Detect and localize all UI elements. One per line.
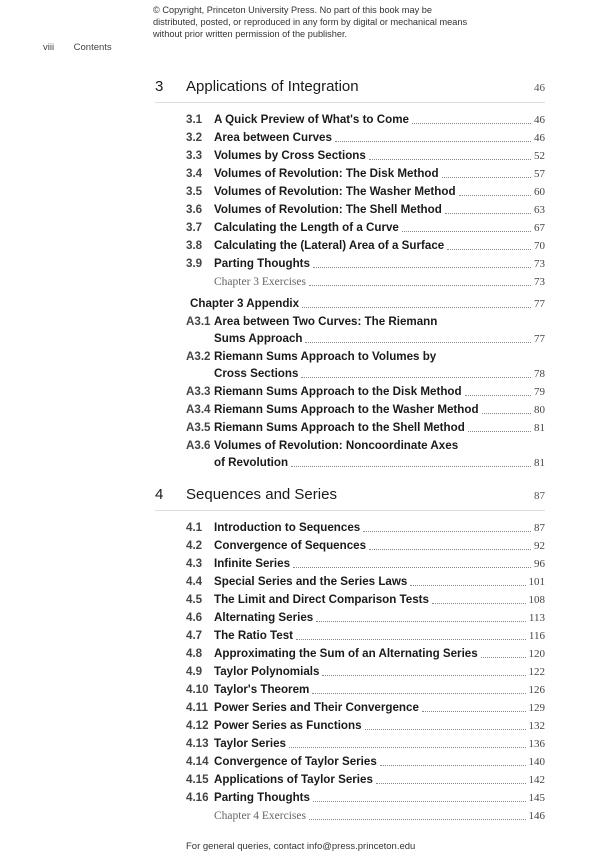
- entry-body: [214, 789, 545, 807]
- entry-body: [214, 111, 545, 129]
- entry-line: [214, 717, 545, 735]
- entry-page: 96: [534, 558, 545, 570]
- entry-title[interactable]: Introduction to Sequences: [214, 521, 361, 534]
- dot-leader: [313, 801, 526, 802]
- toc-entry[interactable]: [155, 348, 545, 383]
- dot-leader: [316, 621, 526, 622]
- entry-title-line1[interactable]: Volumes of Revolution: Noncoordinate Axes: [214, 439, 459, 452]
- entry-line: [214, 555, 545, 573]
- section-number: 3.5: [186, 185, 203, 198]
- toc-entry[interactable]: [155, 699, 545, 717]
- entry-page: 126: [528, 684, 545, 696]
- entry-page: 77: [534, 298, 545, 310]
- entry-body: [214, 383, 545, 401]
- section-number: 3.3: [186, 149, 203, 162]
- entry-line: [214, 111, 545, 129]
- entry-page: 57: [534, 168, 545, 180]
- entry-title[interactable]: Taylor's Theorem: [214, 683, 310, 696]
- entry-line: [190, 295, 545, 313]
- dot-leader: [313, 267, 531, 268]
- toc-exercises-entry[interactable]: [155, 807, 545, 825]
- entry-last-line: [214, 330, 545, 348]
- section-number: 4.16: [186, 791, 209, 804]
- chapter-page: 46: [534, 82, 545, 94]
- copyright-notice: © Copyright, Princeton University Press. No part of this book may be distributed, posted, or reproduced in any form by digital or mechanical means without prior written permission of the publisher.: [153, 5, 468, 39]
- dot-leader: [365, 729, 526, 730]
- entry-body: [214, 419, 545, 437]
- dot-leader: [465, 395, 531, 396]
- toc-entry[interactable]: [155, 537, 545, 555]
- toc-entry[interactable]: [155, 201, 545, 219]
- dot-leader: [376, 783, 526, 784]
- entry-line: [214, 129, 545, 147]
- entry-body: [155, 295, 545, 313]
- entry-body: [214, 609, 545, 627]
- section-number: 4.10: [186, 683, 209, 696]
- toc-entry[interactable]: [155, 555, 545, 573]
- toc-entry[interactable]: [155, 519, 545, 537]
- entry-title[interactable]: Volumes of Revolution: The Washer Method: [214, 185, 456, 198]
- section-number: 4.12: [186, 719, 209, 732]
- toc-entry[interactable]: [155, 609, 545, 627]
- chapter-number: 3: [155, 78, 164, 95]
- toc-entry[interactable]: [155, 663, 545, 681]
- chapter-title[interactable]: Sequences and Series: [186, 486, 337, 503]
- dot-leader: [312, 693, 525, 694]
- entry-title[interactable]: Parting Thoughts: [214, 791, 310, 804]
- section-number: 4.14: [186, 755, 209, 768]
- section-number: A3.4: [186, 403, 211, 416]
- dot-leader: [309, 819, 526, 820]
- entry-line: [214, 681, 545, 699]
- entry-page: 101: [528, 576, 545, 588]
- section-number: A3.3: [186, 385, 211, 398]
- entry-page: 129: [528, 702, 545, 714]
- entry-page: 63: [534, 204, 545, 216]
- section-number: 4.4: [186, 575, 203, 588]
- section-number: 4.3: [186, 557, 203, 570]
- section-number: 3.9: [186, 257, 203, 270]
- entry-body: [214, 401, 545, 419]
- section-number: 4.11: [186, 701, 208, 714]
- entry-line: [214, 401, 545, 419]
- chapter-heading[interactable]: [155, 486, 545, 511]
- entry-title[interactable]: Volumes of Revolution: The Shell Method: [214, 203, 442, 216]
- toc-entry[interactable]: [155, 147, 545, 165]
- dot-leader: [335, 141, 531, 142]
- chapter-3-block: [155, 78, 545, 472]
- entry-page: 140: [528, 756, 545, 768]
- entry-page: 108: [528, 594, 545, 606]
- entry-line: [214, 573, 545, 591]
- section-number: A3.1: [186, 315, 211, 328]
- entry-page: 145: [528, 792, 545, 804]
- toc-entry-list: [155, 511, 545, 825]
- dot-leader: [380, 765, 526, 766]
- entry-body: [214, 437, 545, 472]
- toc-entry[interactable]: [155, 419, 545, 437]
- dot-leader: [445, 213, 531, 214]
- toc-entry[interactable]: [155, 219, 545, 237]
- dot-leader: [442, 177, 531, 178]
- dot-leader: [302, 307, 531, 308]
- dot-leader: [402, 231, 531, 232]
- dot-leader: [432, 603, 526, 604]
- entry-title-line1[interactable]: Riemann Sums Approach to Volumes by: [214, 350, 437, 363]
- dot-leader: [296, 639, 526, 640]
- section-number: 4.1: [186, 521, 203, 534]
- entry-body: [214, 699, 545, 717]
- toc-entry[interactable]: [155, 401, 545, 419]
- page-folio: viii: [43, 42, 55, 53]
- entry-title[interactable]: Volumes of Revolution: The Disk Method: [214, 167, 439, 180]
- dot-leader: [412, 123, 531, 124]
- entry-page: 87: [534, 522, 545, 534]
- section-number: 4.8: [186, 647, 203, 660]
- entry-line: [214, 609, 545, 627]
- entry-body: [214, 201, 545, 219]
- toc-entry[interactable]: [155, 129, 545, 147]
- entry-title[interactable]: Convergence of Sequences: [214, 539, 367, 552]
- section-number: 3.7: [186, 221, 203, 234]
- entry-page: 46: [534, 114, 545, 126]
- dot-leader: [410, 585, 525, 586]
- entry-line: [214, 627, 545, 645]
- section-number: 4.5: [186, 593, 203, 606]
- entry-body: [214, 348, 545, 383]
- entry-title[interactable]: Riemann Sums Approach to the Washer Method: [214, 403, 479, 416]
- section-number: 4.6: [186, 611, 203, 624]
- entry-page: 60: [534, 186, 545, 198]
- section-number: 4.7: [186, 629, 203, 642]
- entry-body: [214, 273, 545, 291]
- entry-line: [214, 419, 545, 437]
- entry-page: 67: [534, 222, 545, 234]
- entry-page: 80: [534, 404, 545, 416]
- entry-title[interactable]: Approximating the Sum of an Alternating Series: [214, 647, 478, 660]
- entry-body: [214, 255, 545, 273]
- entry-line: [214, 237, 545, 255]
- entry-body: [214, 537, 545, 555]
- toc-entry[interactable]: [155, 753, 545, 771]
- footer-contact: For general queries, contact info@press.princeton.edu: [186, 841, 416, 852]
- entry-page: 78: [534, 368, 545, 380]
- toc-entry[interactable]: [155, 717, 545, 735]
- entry-line: [214, 165, 545, 183]
- toc-entry[interactable]: [155, 591, 545, 609]
- entry-title-line1[interactable]: Area between Two Curves: The Riemann: [214, 315, 438, 328]
- toc-entry[interactable]: [155, 771, 545, 789]
- toc-entry[interactable]: [155, 111, 545, 129]
- entry-body: [214, 147, 545, 165]
- dot-leader: [301, 377, 531, 378]
- section-number: 3.2: [186, 131, 203, 144]
- dot-leader: [309, 285, 531, 286]
- entry-page: 113: [528, 612, 545, 624]
- entry-line: [214, 771, 545, 789]
- running-head: [43, 42, 112, 54]
- toc-entry[interactable]: [155, 735, 545, 753]
- entry-page: 132: [528, 720, 545, 732]
- toc-entry[interactable]: [155, 681, 545, 699]
- entry-body: [214, 555, 545, 573]
- entry-body: [214, 627, 545, 645]
- running-head-title: Contents: [73, 42, 112, 53]
- section-number: 3.4: [186, 167, 203, 180]
- dot-leader: [459, 195, 531, 196]
- toc-entry[interactable]: [155, 237, 545, 255]
- chapter-heading[interactable]: [155, 78, 545, 103]
- entry-title[interactable]: Chapter 4 Exercises: [214, 810, 306, 822]
- entry-page: 81: [534, 457, 545, 469]
- entry-body: [214, 807, 545, 825]
- entry-line: [214, 147, 545, 165]
- toc-entry-list: [155, 103, 545, 472]
- entry-body: [214, 219, 545, 237]
- section-number: 4.9: [186, 665, 203, 678]
- entry-line: [214, 383, 545, 401]
- entry-body: [214, 129, 545, 147]
- entry-page: 79: [534, 386, 545, 398]
- entry-body: [214, 645, 545, 663]
- entry-page: 73: [534, 276, 545, 288]
- entry-page: 73: [534, 258, 545, 270]
- entry-page: 52: [534, 150, 545, 162]
- entry-body: [214, 591, 545, 609]
- entry-title[interactable]: Chapter 3 Appendix: [190, 297, 300, 310]
- entry-body: [214, 717, 545, 735]
- entry-title[interactable]: Convergence of Taylor Series: [214, 755, 377, 768]
- entry-line: [214, 201, 545, 219]
- section-number: 3.6: [186, 203, 203, 216]
- entry-title-line2[interactable]: Sums Approach: [214, 332, 303, 345]
- entry-line: [214, 273, 545, 291]
- entry-title[interactable]: Alternating Series: [214, 611, 314, 624]
- toc-entry[interactable]: [155, 627, 545, 645]
- entry-title-line2[interactable]: Cross Sections: [214, 367, 299, 380]
- entry-page: 142: [528, 774, 545, 786]
- entry-body: [214, 663, 545, 681]
- entry-page: 70: [534, 240, 545, 252]
- chapter-4-block: [155, 486, 545, 825]
- entry-line: [214, 519, 545, 537]
- entry-title[interactable]: Volumes by Cross Sections: [214, 149, 366, 162]
- entry-line: [214, 699, 545, 717]
- toc-entry[interactable]: [155, 383, 545, 401]
- dot-leader: [289, 747, 526, 748]
- entry-body: [214, 165, 545, 183]
- entry-line: [214, 807, 545, 825]
- dot-leader: [363, 531, 531, 532]
- entry-page: 77: [534, 333, 545, 345]
- toc-appendix-entry[interactable]: [155, 295, 545, 313]
- entry-last-line: [214, 365, 545, 383]
- entry-line: [214, 255, 545, 273]
- entry-title[interactable]: Area between Curves: [214, 131, 332, 144]
- dot-leader: [481, 657, 526, 658]
- entry-page: 146: [528, 810, 545, 822]
- chapter-page: 87: [534, 490, 545, 502]
- toc-entry[interactable]: [155, 165, 545, 183]
- entry-title[interactable]: Parting Thoughts: [214, 257, 310, 270]
- entry-title[interactable]: Power Series as Functions: [214, 719, 362, 732]
- entry-page: 120: [528, 648, 545, 660]
- dot-leader: [447, 249, 531, 250]
- toc-exercises-entry[interactable]: [155, 273, 545, 291]
- entry-title[interactable]: Riemann Sums Approach to the Disk Method: [214, 385, 462, 398]
- toc-entry[interactable]: [155, 255, 545, 273]
- entry-line: [214, 591, 545, 609]
- entry-page: 122: [528, 666, 545, 678]
- section-number: 4.2: [186, 539, 203, 552]
- entry-body: [214, 237, 545, 255]
- section-number: 4.15: [186, 773, 209, 786]
- entry-body: [214, 735, 545, 753]
- dot-leader: [482, 413, 531, 414]
- section-number: A3.2: [186, 350, 211, 363]
- dot-leader: [369, 549, 531, 550]
- entry-body: [214, 573, 545, 591]
- entry-title[interactable]: A Quick Preview of What's to Come: [214, 113, 409, 126]
- chapter-title[interactable]: Applications of Integration: [186, 78, 359, 95]
- toc-entry[interactable]: [155, 313, 545, 348]
- dot-leader: [293, 567, 531, 568]
- entry-page: 81: [534, 422, 545, 434]
- entry-title[interactable]: Taylor Series: [214, 737, 286, 750]
- dot-leader: [291, 466, 531, 467]
- entry-last-line: [214, 454, 545, 472]
- entry-line: [214, 753, 545, 771]
- section-number: 3.8: [186, 239, 203, 252]
- contents-column: [155, 78, 545, 853]
- entry-line: [214, 645, 545, 663]
- entry-title[interactable]: Riemann Sums Approach to the Shell Method: [214, 421, 465, 434]
- dot-leader: [369, 159, 531, 160]
- entry-line: [214, 789, 545, 807]
- entry-body: [214, 771, 545, 789]
- entry-title-line2[interactable]: of Revolution: [214, 456, 289, 469]
- dot-leader: [322, 675, 525, 676]
- entry-title[interactable]: Taylor Polynomials: [214, 665, 320, 678]
- toc-entry[interactable]: [155, 789, 545, 807]
- entry-body: [214, 681, 545, 699]
- dot-leader: [422, 711, 526, 712]
- chapter-number: 4: [155, 486, 164, 503]
- entry-line: [214, 663, 545, 681]
- entry-page: 46: [534, 132, 545, 144]
- entry-title[interactable]: Power Series and Their Convergence: [214, 701, 419, 714]
- entry-title[interactable]: Special Series and the Series Laws: [214, 575, 408, 588]
- entry-title[interactable]: Calculating the Length of a Curve: [214, 221, 399, 234]
- entry-line: [214, 537, 545, 555]
- entry-line: [214, 735, 545, 753]
- entry-page: 92: [534, 540, 545, 552]
- entry-title[interactable]: The Ratio Test: [214, 629, 294, 642]
- entry-body: [214, 519, 545, 537]
- toc-entry[interactable]: [155, 437, 545, 472]
- entry-title[interactable]: Applications of Taylor Series: [214, 773, 373, 786]
- entry-page: 116: [528, 630, 545, 642]
- entry-page: 136: [528, 738, 545, 750]
- entry-title[interactable]: Infinite Series: [214, 557, 291, 570]
- toc-entry[interactable]: [155, 183, 545, 201]
- toc-entry[interactable]: [155, 645, 545, 663]
- section-number: 4.13: [186, 737, 209, 750]
- entry-title[interactable]: Calculating the (Lateral) Area of a Surface: [214, 239, 445, 252]
- entry-body: [214, 313, 545, 348]
- entry-title[interactable]: The Limit and Direct Comparison Tests: [214, 593, 429, 606]
- dot-leader: [305, 342, 531, 343]
- entry-body: [214, 753, 545, 771]
- entry-line: [214, 219, 545, 237]
- entry-line: [214, 183, 545, 201]
- entry-title[interactable]: Chapter 3 Exercises: [214, 276, 306, 288]
- section-number: A3.5: [186, 421, 211, 434]
- section-number: A3.6: [186, 439, 211, 452]
- section-number: 3.1: [186, 113, 203, 126]
- entry-body: [214, 183, 545, 201]
- dot-leader: [468, 431, 531, 432]
- toc-entry[interactable]: [155, 573, 545, 591]
